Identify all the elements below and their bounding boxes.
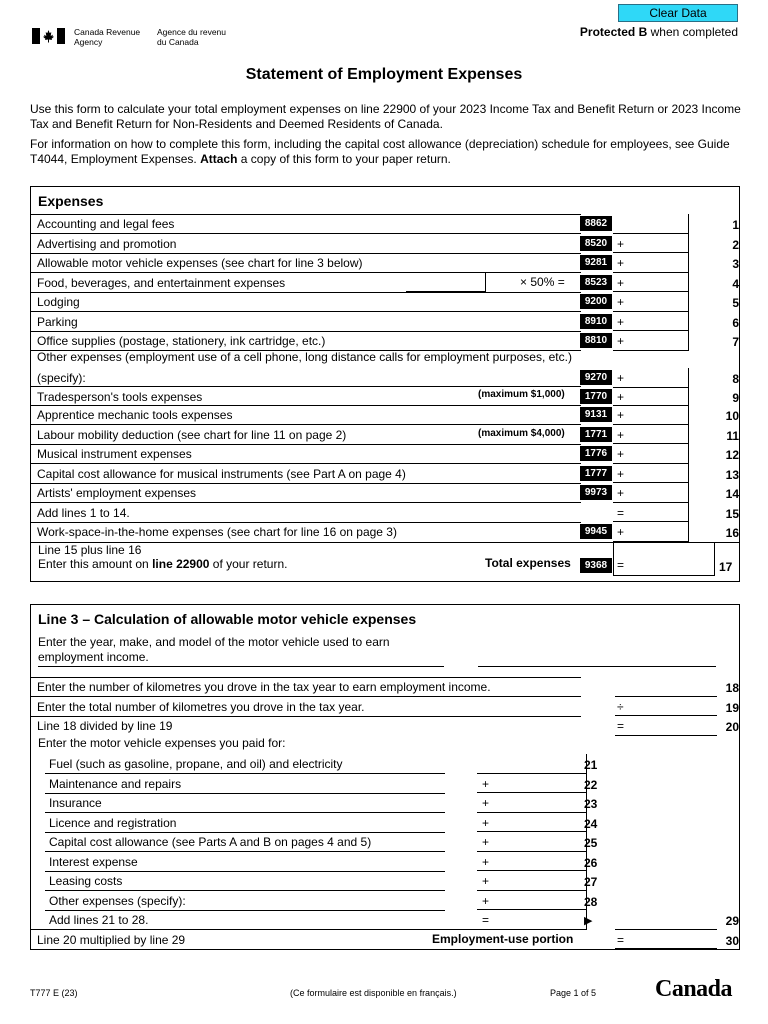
line-number: 9 [732, 390, 739, 405]
expense-row-line-3 [31, 253, 739, 273]
field-code: 9131 [580, 407, 612, 422]
amount-input-line-11[interactable] [613, 425, 689, 445]
line-number: 12 [725, 448, 739, 462]
expense-label: Work-space-in-the-home expenses (see chart for line 16 on page 3) [37, 525, 397, 539]
line-number: 22 [584, 777, 598, 792]
intro-paragraph-2: For information on how to complete this form, including the capital cost allowance (depreciation) schedule for employees, see Guide T4044, Employment Expenses. Attach a copy of this form to your paper return. [30, 137, 730, 166]
line-number: 16 [725, 526, 739, 540]
expense-row-line-6 [31, 312, 739, 332]
operator: + [617, 275, 625, 290]
operator: = [617, 505, 625, 520]
page-title: Statement of Employment Expenses [245, 66, 523, 83]
motor-input-line-29[interactable] [615, 910, 717, 930]
motor-label: Capital cost allowance (see Parts A and B on pages 4 and 5) [49, 835, 372, 849]
expense-label: Food, beverages, and entertainment expenses [37, 275, 286, 290]
line-number: 30 [725, 933, 739, 948]
operator: + [617, 447, 625, 461]
expense-row-line-2 [31, 234, 739, 254]
amount-input-line-1[interactable] [613, 214, 689, 234]
operator: + [617, 466, 625, 481]
motor-input-line-25[interactable] [477, 832, 587, 852]
other-expenses-label: Other expenses (employment use of a cell phone, long distance calls for employment purposes, etc.) [37, 350, 572, 364]
line-number: 18 [725, 681, 739, 695]
motor-label: Licence and registration [49, 815, 177, 830]
motor-row-line-20 [31, 716, 739, 736]
amount-input-line-9[interactable] [613, 387, 689, 407]
expense-label: Parking [37, 314, 78, 329]
amount-input-line-7[interactable] [613, 331, 689, 351]
line-number: 19 [725, 700, 739, 715]
expense-label: Accounting and legal fees [37, 217, 175, 231]
operator: + [617, 295, 625, 309]
amount-input-line-14[interactable] [613, 483, 689, 503]
motor-input-line-23[interactable] [477, 793, 587, 813]
expense-label: Add lines 1 to 14. [37, 505, 130, 520]
protected-b-label: Protected B when completed [579, 25, 738, 39]
line-number: 14 [725, 487, 739, 501]
operator: + [617, 486, 625, 500]
amount-input-line-8[interactable] [613, 368, 689, 388]
motor-input-line-21[interactable] [477, 754, 587, 774]
expense-label: Allowable motor vehicle expenses (see chart for line 3 below) [37, 256, 363, 270]
form-id: T777 E (23) [30, 988, 78, 998]
motor-label: Add lines 21 to 28. [49, 913, 149, 927]
motor-label: Maintenance and repairs [49, 776, 182, 791]
operator: + [617, 334, 625, 348]
field-code: 9270 [580, 370, 612, 385]
operator: + [617, 314, 625, 329]
expense-row-line-9 [31, 387, 739, 407]
field-code: 1770 [580, 389, 612, 404]
total-expenses-label: Total expenses [485, 556, 571, 570]
motor-label: Interest expense [49, 854, 138, 869]
motor-row-line-30 [31, 930, 739, 950]
motor-label: Insurance [49, 796, 102, 810]
line-number: 11 [726, 428, 739, 443]
operator: + [617, 427, 625, 442]
field-code: 8910 [580, 314, 612, 329]
motor-label: Fuel (such as gasoline, propane, and oil) and electricity [49, 757, 343, 771]
amount-input-line-5[interactable] [613, 292, 689, 312]
expense-label: Advertising and promotion [37, 236, 177, 251]
total-expenses-input[interactable] [613, 542, 715, 576]
field-code: 9973 [580, 485, 612, 500]
line-number: 8 [732, 372, 739, 386]
page-number: Page 1 of 5 [550, 988, 597, 998]
line-number: 2 [732, 237, 739, 252]
motor-row-line-28 [31, 891, 739, 911]
expense-row-line-12 [31, 444, 739, 464]
operator: + [482, 835, 490, 849]
motor-label: Other expenses (specify): [49, 893, 186, 908]
motor-vehicle-title: Line 3 – Calculation of allowable motor vehicle expenses [38, 611, 417, 627]
motor-input-line-26[interactable] [477, 852, 587, 872]
line-number: 29 [725, 914, 739, 928]
motor-input-line-30[interactable] [615, 930, 717, 950]
line-number: 24 [584, 816, 598, 831]
motor-row-line-19 [31, 697, 739, 717]
line-number: 6 [732, 315, 739, 330]
motor-label: Leasing costs [49, 874, 123, 888]
operator: + [617, 256, 625, 270]
amount-input-line-4[interactable] [613, 273, 689, 293]
motor-input-line-22[interactable] [477, 774, 587, 794]
line-number: 3 [732, 257, 739, 271]
agency-name-fr: Agence du revenu du Canada [157, 27, 226, 47]
operator: + [617, 371, 625, 385]
motor-row-line-27 [31, 871, 739, 891]
motor-input-line-27[interactable] [477, 871, 587, 891]
field-code: 1777 [580, 466, 612, 481]
expense-row-line-14 [31, 483, 739, 503]
motor-label: Enter the number of kilometres you drove in the tax year to earn employment income. [37, 680, 491, 694]
motor-label: Line 18 divided by line 19 [37, 719, 173, 733]
line-number: 4 [732, 276, 739, 291]
expenses-paid-label: Enter the motor vehicle expenses you paid for: [38, 736, 286, 750]
field-code: 8862 [580, 216, 612, 231]
agency-name-en: Canada Revenue Agency [74, 27, 141, 47]
expense-label: Capital cost allowance for musical instruments (see Part A on page 4) [37, 466, 406, 481]
maximum-1000-note: (maximum $1,000) [478, 389, 565, 400]
line-number: 10 [725, 409, 739, 423]
operator: + [482, 874, 490, 888]
field-code: 1771 [580, 427, 612, 442]
operator: + [482, 893, 490, 908]
expense-row-line-8 [31, 368, 739, 388]
motor-row-line-29 [31, 910, 739, 930]
motor-input-line-24[interactable] [477, 813, 587, 833]
motor-row-line-22 [31, 774, 739, 794]
canada-wordmark: Canada [655, 976, 733, 1002]
motor-subtotal-field[interactable] [477, 910, 587, 930]
clear-data-button[interactable]: Clear Data [618, 4, 738, 22]
expense-row-line-5 [31, 292, 739, 312]
expense-row-line-10 [31, 405, 739, 425]
operator: + [617, 389, 625, 404]
expense-label: Lodging [37, 295, 80, 309]
field-code: 1776 [580, 446, 612, 461]
motor-row-line-25 [31, 832, 739, 852]
field-code: 8520 [580, 236, 612, 251]
line-number: 25 [584, 836, 598, 850]
operator: + [617, 525, 625, 539]
expenses-title: Expenses [38, 193, 104, 209]
vehicle-instruction: Enter the year, make, and model of the motor vehicle used to earn employment income. [38, 635, 390, 664]
expense-row-line-1 [31, 214, 739, 234]
employment-use-portion-label: Employment-use portion [432, 931, 574, 946]
operator: + [617, 408, 625, 422]
intro-paragraph-1: Use this form to calculate your total employment expenses on line 22900 of your 2023 Income Tax and Benefit Return or 2023 Income Tax and Benefit Return for Non-Residents and Deemed Residents of Canada. [30, 102, 741, 131]
expense-label: Apprentice mechanic tools expenses [37, 408, 233, 422]
operator: = [482, 913, 490, 927]
canada-flag-icon [32, 28, 65, 44]
motor-row-line-24 [31, 813, 739, 833]
motor-input-line-19[interactable] [615, 697, 717, 717]
line-number: 21 [584, 758, 598, 772]
operator: + [482, 854, 490, 869]
line-number: 5 [732, 296, 739, 310]
field-code: 8810 [580, 333, 612, 348]
expense-label: Office supplies (postage, stationery, ink cartridge, etc.) [37, 334, 326, 348]
operator: = [617, 558, 625, 572]
expense-row-line-15 [31, 503, 739, 523]
amount-input-line-6[interactable] [613, 312, 689, 332]
arrow-right-icon: ▶ [584, 915, 593, 927]
operator: = [617, 719, 625, 733]
operator: = [617, 932, 625, 947]
operator: + [482, 776, 490, 791]
operator: ÷ [617, 699, 624, 714]
line-number: 26 [584, 855, 598, 870]
motor-row-line-26 [31, 852, 739, 872]
amount-input-line-16[interactable] [613, 522, 689, 542]
food-multiplier: × 50% = [520, 275, 565, 289]
motor-label: Enter the total number of kilometres you drove in the tax year. [37, 699, 365, 714]
expense-row-line-13 [31, 464, 739, 484]
expense-label: Artists' employment expenses [37, 486, 197, 500]
expense-label: Tradesperson's tools expenses [37, 389, 203, 404]
line-17-instruction: Line 15 plus line 16 [38, 543, 142, 557]
line-number: 28 [584, 894, 598, 909]
expense-row-line-16 [31, 522, 739, 542]
vehicle-description-input-1[interactable] [38, 654, 444, 667]
field-code: 9945 [580, 524, 612, 539]
amount-input-line-2[interactable] [613, 234, 689, 254]
line-number: 17 [719, 560, 733, 574]
field-code: 8523 [580, 275, 612, 290]
line-number: 27 [584, 875, 598, 889]
expense-row-line-11 [31, 425, 739, 445]
field-code: 9281 [580, 255, 612, 270]
field-code: 9200 [580, 294, 612, 309]
amount-input-line-10[interactable] [613, 405, 689, 425]
line-number: 20 [725, 720, 739, 734]
motor-input-line-18[interactable] [615, 677, 717, 697]
motor-row-line-23 [31, 793, 739, 813]
line-number: 1 [732, 218, 739, 232]
maximum-4000-note: (maximum $4,000) [478, 428, 565, 439]
operator: + [482, 796, 490, 810]
french-availability-note: (Ce formulaire est disponible en français.) [290, 988, 457, 998]
vehicle-description-input-2[interactable] [478, 654, 716, 667]
expense-row-line-4 [31, 273, 739, 293]
motor-row-line-21 [31, 754, 739, 774]
line-number: 15 [725, 506, 739, 521]
field-code-9368: 9368 [580, 558, 612, 573]
row-divider [31, 350, 581, 351]
motor-label: Line 20 multiplied by line 29 [37, 932, 186, 947]
line-17-instruction-2: Enter this amount on line 22900 of your return. [38, 557, 288, 571]
motor-input-line-20[interactable] [615, 716, 717, 736]
operator: + [482, 815, 490, 830]
amount-input-line-12[interactable] [613, 444, 689, 464]
amount-input-line-15[interactable] [613, 503, 689, 523]
food-expense-input[interactable] [406, 273, 486, 293]
amount-input-line-3[interactable] [613, 253, 689, 273]
line-number: 13 [725, 467, 739, 482]
operator: + [617, 236, 625, 251]
motor-row-line-18 [31, 677, 739, 697]
motor-input-line-28[interactable] [477, 891, 587, 911]
line-number: 7 [732, 335, 739, 349]
expense-label: Musical instrument expenses [37, 447, 192, 461]
expense-row-line-7 [31, 331, 739, 351]
line-number: 23 [584, 797, 598, 811]
expense-label: (specify): [37, 371, 86, 385]
amount-input-line-13[interactable] [613, 464, 689, 484]
expense-label: Labour mobility deduction (see chart for line 11 on page 2) [37, 427, 347, 442]
